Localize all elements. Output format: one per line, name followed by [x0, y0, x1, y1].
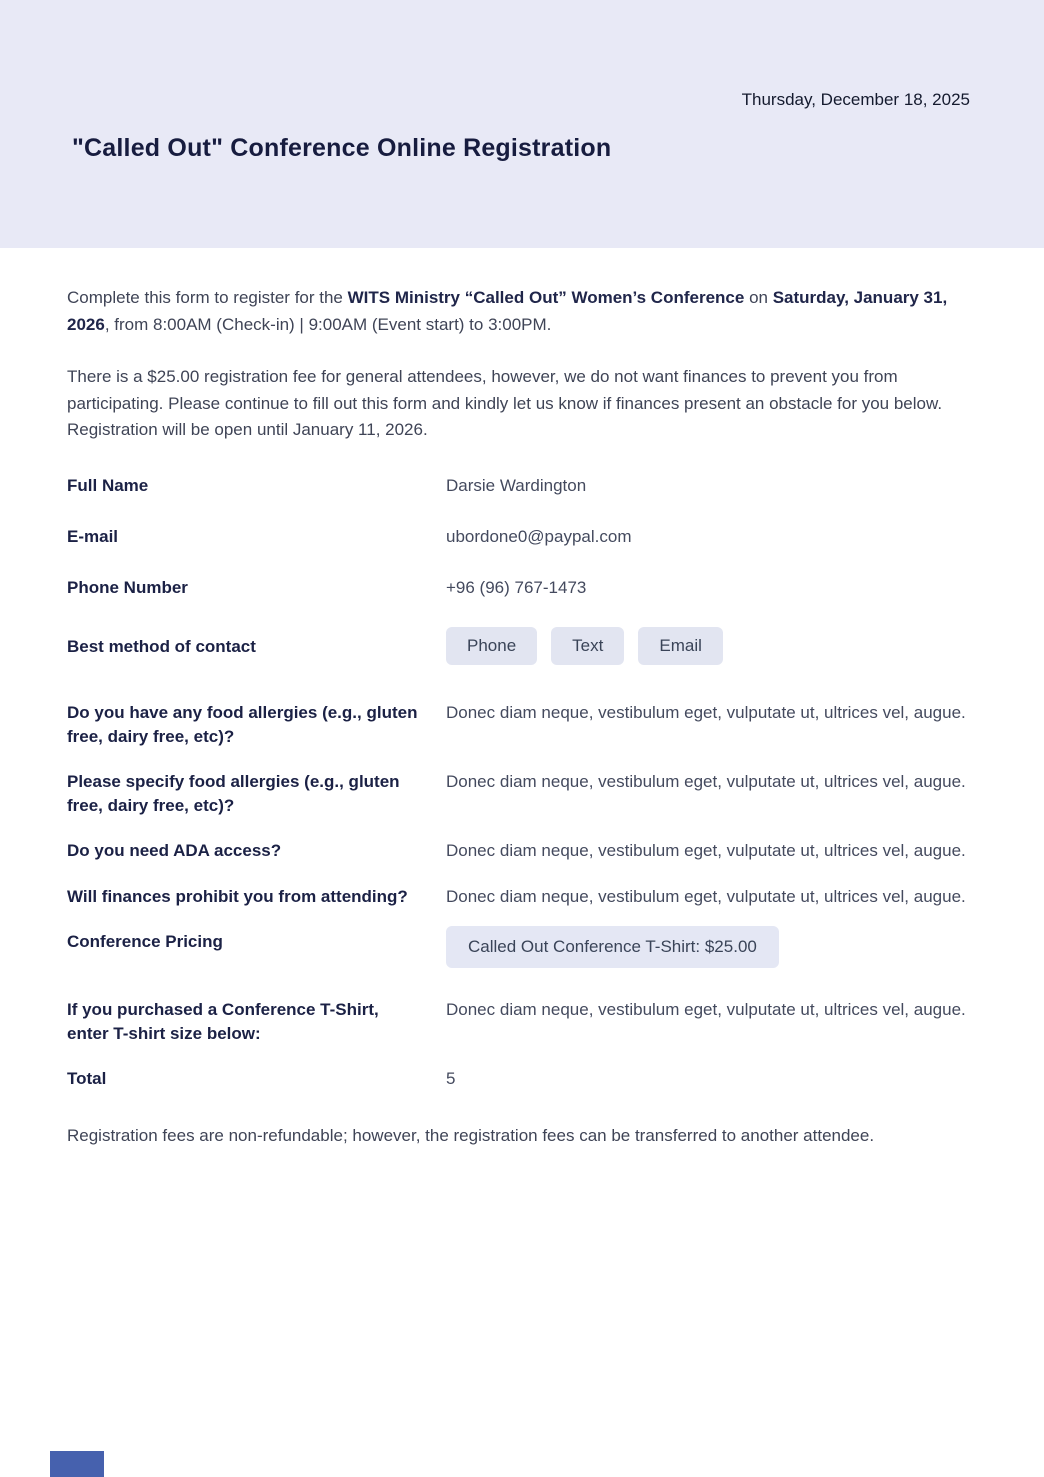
field-label: Do you need ADA access?	[67, 841, 282, 861]
page-title: "Called Out" Conference Online Registration	[72, 134, 612, 162]
field-label: Conference Pricing	[67, 931, 223, 951]
pricing-value	[446, 930, 970, 968]
field-value: +96 (96) 767-1473	[446, 577, 587, 597]
contact-method-options	[446, 627, 970, 665]
field-value: ubordone0@paypal.com	[446, 526, 632, 546]
document-date: Thursday, December 18, 2025	[741, 90, 970, 109]
field-label: Phone Number	[67, 577, 188, 597]
field-label: Please specify food allergies (e.g., gluten free, dairy free, etc)?	[67, 772, 400, 816]
field-value: Donec diam neque, vestibulum eget, vulputate ut, ultrices vel, augue.	[446, 841, 966, 861]
contact-option-text[interactable]: Text	[551, 627, 624, 665]
page-header	[0, 0, 1044, 248]
field-label: Will finances prohibit you from attending?	[67, 886, 408, 906]
field-label: Full Name	[67, 475, 149, 495]
intro-text: Complete this form to register for the	[67, 288, 348, 307]
field-row-tshirt-size	[67, 998, 970, 1046]
field-row-ada-access	[67, 839, 970, 863]
field-label: E-mail	[67, 526, 119, 546]
total-value: 5	[446, 1068, 456, 1088]
intro-text: on	[744, 288, 773, 307]
field-value: Donec diam neque, vestibulum eget, vulputate ut, ultrices vel, augue.	[446, 999, 966, 1019]
field-row-specify-allergies	[67, 770, 970, 818]
field-value: Donec diam neque, vestibulum eget, vulputate ut, ultrices vel, augue.	[446, 702, 966, 722]
field-value: Donec diam neque, vestibulum eget, vulputate ut, ultrices vel, augue.	[446, 886, 966, 906]
field-label: If you purchased a Conference T-Shirt, enter T-shirt size below:	[67, 999, 379, 1043]
intro-paragraph-2: There is a $25.00 registration fee for general attendees, however, we do not want finances to prevent you from participating. Please continue to fill out this form and kindly let us know if finances present an obstacle for you below. Registration will be open until January 11, 2026.	[67, 367, 943, 440]
field-value: Donec diam neque, vestibulum eget, vulputate ut, ultrices vel, augue.	[446, 772, 966, 792]
conference-name: WITS Ministry “Called Out” Women’s Conference	[347, 288, 745, 307]
intro-paragraph-1	[67, 285, 970, 338]
field-label: Best method of contact	[67, 636, 256, 656]
intro-text: , from 8:00AM (Check-in) | 9:00AM (Event start) to 3:00PM.	[104, 314, 552, 334]
field-row-conference-pricing	[67, 930, 970, 968]
field-label: Do you have any food allergies (e.g., gluten free, dairy free, etc)?	[67, 702, 418, 747]
field-row-finances	[67, 885, 970, 909]
field-row-full-name	[67, 474, 970, 498]
field-row-food-allergies	[67, 701, 970, 749]
contact-option-email[interactable]: Email	[638, 627, 723, 665]
form-summary	[0, 248, 1044, 1150]
field-row-email	[67, 525, 970, 549]
page-footer-mark	[50, 1451, 104, 1477]
field-value: Darsie Wardington	[446, 475, 587, 495]
field-row-phone	[67, 576, 970, 600]
field-row-total	[67, 1067, 970, 1091]
conference-date: Saturday, January 31, 2026	[67, 288, 948, 334]
field-row-contact-method	[67, 627, 970, 665]
contact-option-phone[interactable]: Phone	[446, 627, 537, 665]
refund-policy-note: Registration fees are non-refundable; however, the registration fees can be transferred to another attendee.	[67, 1126, 875, 1146]
field-label: Total	[67, 1068, 107, 1088]
pricing-item-button[interactable]: Called Out Conference T-Shirt: $25.00	[446, 926, 779, 968]
